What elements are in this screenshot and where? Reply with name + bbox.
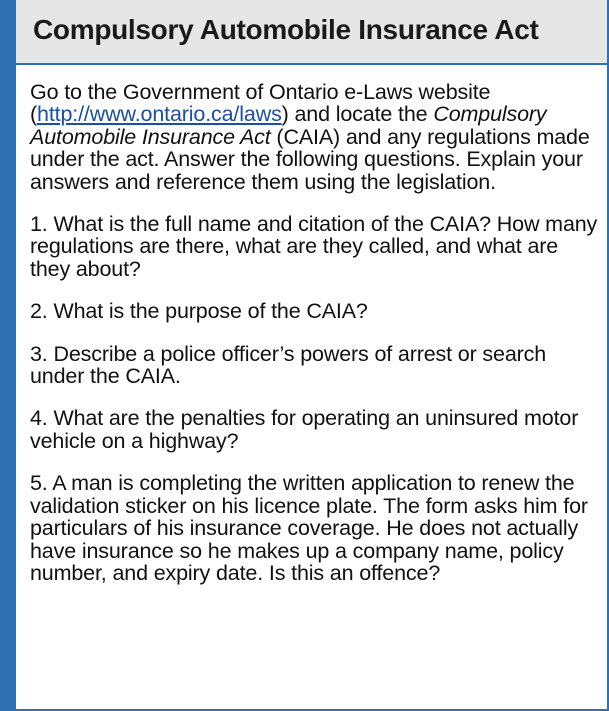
question-3: 3. Describe a police officer’s powers of arrest or search under the CAIA.	[30, 341, 547, 389]
intro-text-middle: ) and locate the	[281, 102, 434, 127]
question-4: 4. What are the penalties for operating an uninsured motor vehicle on a highway?	[30, 406, 579, 453]
intro-text-start: Go to the Government of Ontario e-Laws website (	[30, 80, 491, 127]
question-5: 5. A man is completing the written application to renew the validation sticker on his licence plate. The form asks him for particulars of his insurance coverage. He does not actually have insurance so he makes up a company name, policy number, and expiry date. Is this an offence?	[30, 471, 588, 585]
question-2: 2. What is the purpose of the CAIA?	[30, 299, 368, 324]
intro-text-end: (CAIA) and any regulations made under the act. Answer the following questions. Explain your answers and reference them using the legislation.	[30, 124, 590, 194]
assignment-content	[30, 81, 600, 584]
title-bar	[16, 0, 607, 65]
intro-paragraph	[30, 81, 600, 193]
e-laws-link[interactable]: http://www.ontario.ca/laws	[37, 102, 282, 127]
page-title: Compulsory Automobile Insurance Act	[33, 14, 539, 45]
question-1: 1. What is the full name and citation of the CAIA? How many regulations are there, what are they called, and what are they about?	[30, 212, 598, 281]
act-name: Compulsory Automobile Insurance Act	[30, 102, 547, 149]
